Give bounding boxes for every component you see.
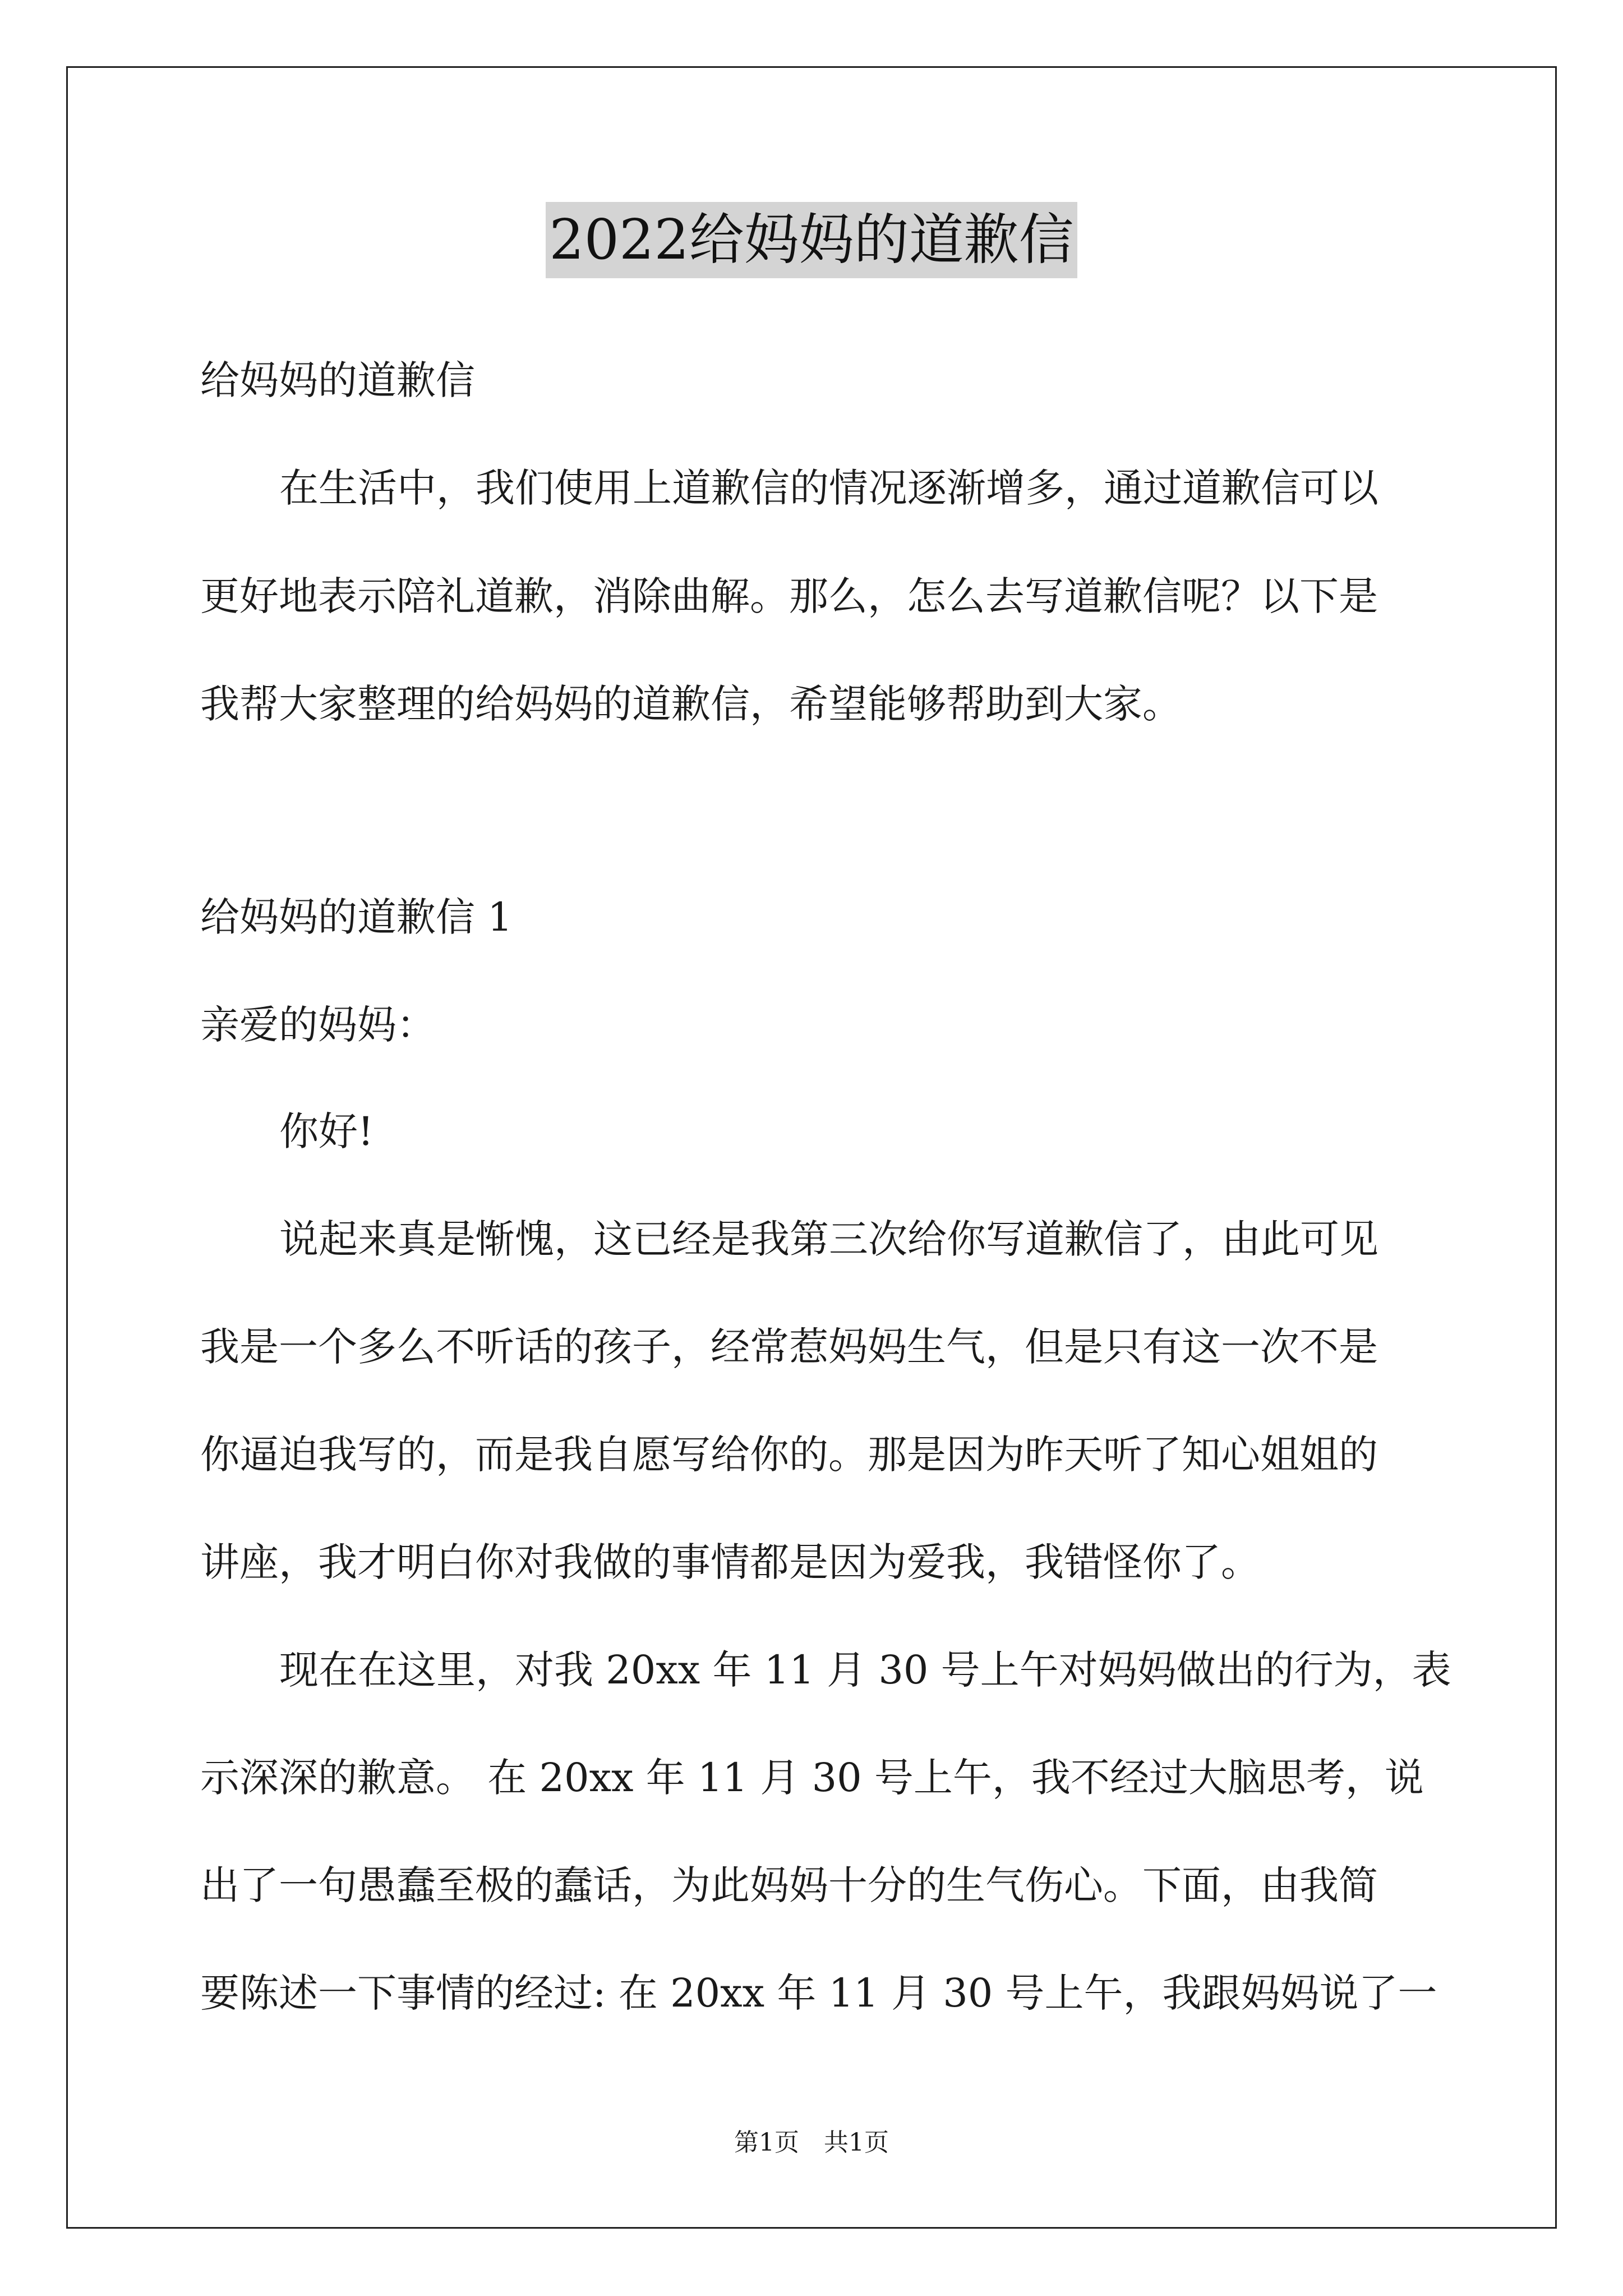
paragraph1-line-2: 我是一个多么不听话的孩子，经常惹妈妈生气，但是只有这一次不是 (200, 1324, 1378, 1370)
paragraph1-line-1: 说起来真是惭愧，这已经是我第三次给你写道歉信了，由此可见 (279, 1216, 1378, 1262)
intro-line-2: 更好地表示陪礼道歉，消除曲解。那么，怎么去写道歉信呢？以下是 (200, 573, 1378, 619)
intro-line-1: 在生活中，我们使用上道歉信的情况逐渐增多，通过道歉信可以 (279, 465, 1378, 511)
intro-line-3: 我帮大家整理的给妈妈的道歉信，希望能够帮助到大家。 (200, 681, 1182, 727)
paragraph2-line-3: 出了一句愚蠢至极的蠢话，为此妈妈十分的生气伤心。下面，由我简 (200, 1862, 1378, 1908)
page-footer: 第1页 共1页 (734, 2128, 889, 2157)
paragraph2-line-2: 示深深的歉意。 在 20xx 年 11 月 30 号上午，我不经过大脑思考，说 (200, 1755, 1424, 1801)
document-title: 2022给妈妈的道歉信 (546, 202, 1077, 278)
paragraph2-line-1: 现在在这里，对我 20xx 年 11 月 30 号上午对妈妈做出的行为，表 (279, 1647, 1451, 1693)
salutation: 亲爱的妈妈： (200, 1002, 436, 1048)
paragraph2-line-4: 要陈述一下事情的经过: 在 20xx 年 11 月 30 号上午，我跟妈妈说了一 (200, 1970, 1437, 2016)
title-wrap (0, 202, 1623, 278)
paragraph1-line-4: 讲座，我才明白你对我做的事情都是因为爱我，我错怪你了。 (200, 1539, 1260, 1585)
document-subtitle: 给妈妈的道歉信 (200, 357, 475, 403)
paragraph1-line-3: 你逼迫我写的，而是我自愿写给你的。那是因为昨天听了知心姐姐的 (200, 1432, 1378, 1478)
greeting: 你好! (279, 1108, 374, 1154)
section-heading: 给妈妈的道歉信 1 (200, 894, 513, 940)
